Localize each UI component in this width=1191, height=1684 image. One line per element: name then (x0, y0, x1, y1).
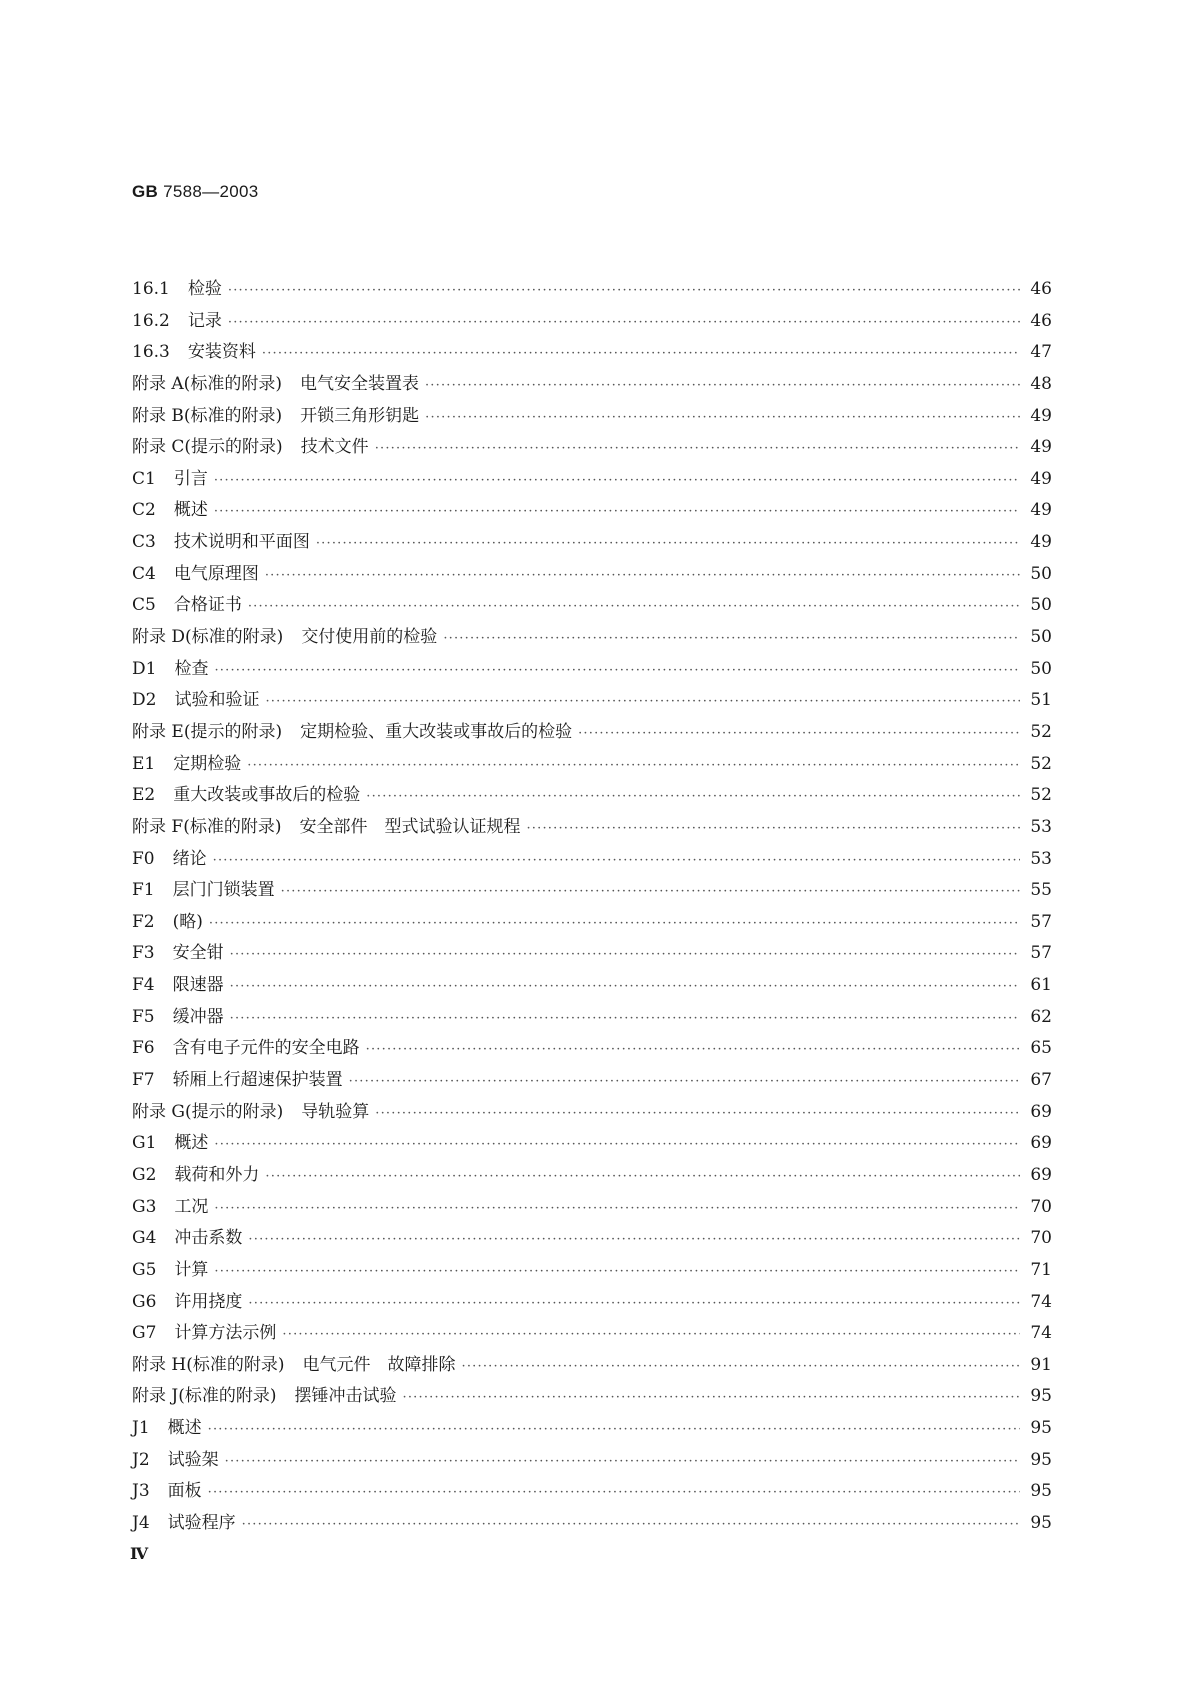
toc-entry-page: 95 (1030, 1418, 1052, 1439)
toc-dot-leader (349, 1074, 1020, 1089)
toc-entry-page: 74 (1030, 1323, 1052, 1344)
toc-entry-number: D2 (132, 690, 157, 711)
toc-entry-page: 69 (1030, 1101, 1052, 1122)
toc-entry-title: 绪论 (172, 848, 207, 869)
toc-entry-title: 试验和验证 (174, 690, 260, 711)
toc-dot-leader (282, 1327, 1020, 1342)
toc-entry-page: 74 (1030, 1291, 1052, 1312)
toc-entry-page: 91 (1030, 1354, 1052, 1375)
toc-entry-title: 含有电子元件的安全电路 (172, 1038, 360, 1059)
toc-entry-page: 67 (1030, 1070, 1052, 1091)
toc-dot-leader (366, 789, 1020, 804)
toc-entry[interactable] (132, 590, 1052, 622)
toc-entry-page: 52 (1030, 785, 1052, 806)
toc-entry-title: 检验 (187, 279, 222, 299)
document-header (132, 182, 258, 202)
toc-entry-title: 检查 (174, 658, 209, 679)
toc-entry-number: 16.2 (132, 310, 170, 331)
toc-dot-leader (262, 346, 1020, 361)
toc-entry-page: 50 (1030, 627, 1052, 648)
toc-entry-title: 导轨验算 (301, 1101, 370, 1122)
toc-entry-page: 69 (1030, 1164, 1052, 1185)
toc-entry-page: 70 (1030, 1228, 1052, 1249)
toc-entry-title: 计算方法示例 (174, 1323, 277, 1344)
toc-entry[interactable] (132, 369, 1052, 401)
toc-entry-title: 电气元件 故障排除 (302, 1354, 456, 1375)
toc-entry-title: 工况 (174, 1196, 209, 1217)
toc-entry-page: 95 (1030, 1481, 1052, 1502)
toc-entry[interactable] (132, 464, 1052, 496)
toc-entry-title: 冲击系数 (174, 1228, 243, 1249)
toc-entry-title: 许用挠度 (174, 1291, 243, 1312)
toc-entry-page: 53 (1030, 848, 1052, 869)
toc-entry-page: 52 (1030, 721, 1052, 742)
toc-entry-title: 引言 (173, 468, 208, 489)
toc-entry[interactable] (132, 844, 1052, 876)
toc-dot-leader (214, 663, 1020, 678)
toc-entry-page: 49 (1030, 468, 1052, 489)
toc-dot-leader (375, 441, 1020, 456)
toc-entry-page: 50 (1030, 658, 1052, 679)
toc-entry-number: 附录 D(标准的附录) (132, 627, 284, 648)
toc-entry-title: 缓冲器 (172, 1006, 224, 1027)
toc-entry[interactable] (132, 685, 1052, 717)
toc-entry-page: 49 (1030, 437, 1052, 458)
toc-dot-leader (526, 821, 1020, 836)
toc-dot-leader (213, 853, 1020, 868)
toc-entry-number: J3 (132, 1481, 150, 1502)
toc-entry-title: 试验程序 (167, 1512, 236, 1533)
toc-dot-leader (248, 1232, 1020, 1247)
toc-entry-number: G5 (132, 1259, 157, 1280)
toc-entry-page: 47 (1030, 342, 1052, 363)
toc-entry[interactable] (132, 1350, 1052, 1382)
toc-entry-number: F5 (132, 1006, 155, 1027)
toc-dot-leader (443, 631, 1020, 646)
toc-entry-page: 95 (1030, 1512, 1052, 1533)
toc-entry-title: 试验架 (167, 1449, 219, 1470)
toc-entry-page: 48 (1030, 373, 1052, 394)
toc-entry[interactable] (132, 1002, 1052, 1034)
toc-entry-title: 定期检验 (173, 753, 242, 774)
toc-dot-leader (402, 1390, 1020, 1405)
toc-entry-title: 记录 (187, 310, 222, 331)
toc-entry-title: 摆锤冲击试验 (294, 1386, 397, 1407)
toc-entry-number: C2 (132, 500, 156, 521)
toc-dot-leader (230, 979, 1020, 994)
toc-entry-title: 安全部件 型式试验认证规程 (299, 816, 521, 837)
toc-entry[interactable] (132, 1381, 1052, 1413)
toc-entry-page: 55 (1030, 880, 1052, 901)
toc-dot-leader (214, 504, 1020, 519)
page-number: Ⅳ (130, 1546, 149, 1563)
toc-entry-number: G3 (132, 1196, 157, 1217)
toc-dot-leader (230, 947, 1020, 962)
toc-dot-leader (228, 315, 1020, 330)
toc-entry-page: 57 (1030, 943, 1052, 964)
toc-dot-leader (230, 1011, 1020, 1026)
standard-number: 7588—2003 (163, 182, 259, 201)
toc-entry[interactable] (132, 1223, 1052, 1255)
toc-entry-page: 62 (1030, 1006, 1052, 1027)
toc-entry-number: 附录 C(提示的附录) (132, 437, 283, 458)
toc-entry[interactable] (132, 1160, 1052, 1192)
toc-dot-leader (265, 568, 1020, 583)
toc-entry-page: 51 (1030, 690, 1052, 711)
toc-entry-page: 70 (1030, 1196, 1052, 1217)
toc-entry-title: 定期检验、重大改装或事故后的检验 (300, 721, 573, 742)
toc-entry[interactable] (132, 938, 1052, 970)
toc-entry-page: 50 (1030, 563, 1052, 584)
toc-dot-leader (228, 283, 1020, 298)
toc-entry[interactable] (132, 1128, 1052, 1160)
toc-entry-title: 安全钳 (172, 943, 224, 964)
toc-entry-number: G4 (132, 1228, 157, 1249)
toc-entry[interactable] (132, 401, 1052, 433)
toc-dot-leader (578, 726, 1020, 741)
toc-entry-page: 46 (1030, 279, 1052, 299)
toc-entry-number: 附录 A(标准的附录) (132, 373, 282, 394)
toc-dot-leader (425, 378, 1020, 393)
toc-dot-leader (214, 1264, 1020, 1279)
toc-entry-title: 面板 (167, 1481, 202, 1502)
toc-entry-number: 16.3 (132, 342, 170, 363)
toc-entry[interactable] (132, 622, 1052, 654)
toc-entry[interactable] (132, 1508, 1052, 1540)
toc-entry-title: 安装资料 (187, 342, 256, 363)
toc-entry-number: 16.1 (132, 279, 170, 299)
toc-entry[interactable] (132, 717, 1052, 749)
toc-entry[interactable] (132, 1445, 1052, 1477)
toc-dot-leader (214, 1137, 1020, 1152)
toc-entry-title: 电气原理图 (173, 563, 259, 584)
toc-dot-leader (208, 1485, 1020, 1500)
toc-dot-leader (425, 410, 1020, 425)
toc-entry[interactable] (132, 780, 1052, 812)
toc-entry[interactable] (132, 1413, 1052, 1445)
toc-entry-page: 57 (1030, 911, 1052, 932)
toc-entry[interactable] (132, 274, 1052, 306)
toc-entry[interactable] (132, 559, 1052, 591)
toc-entry-number: F4 (132, 975, 155, 996)
toc-entry-page: 95 (1030, 1386, 1052, 1407)
toc-dot-leader (242, 1517, 1020, 1532)
toc-entry-title: 轿厢上行超速保护装置 (172, 1070, 343, 1091)
toc-entry-number: 附录 H(标准的附录) (132, 1354, 285, 1375)
toc-entry-number: C3 (132, 532, 156, 553)
toc-entry-title: 技术文件 (300, 437, 369, 458)
toc-entry-page: 95 (1030, 1449, 1052, 1470)
toc-entry-page: 71 (1030, 1259, 1052, 1280)
toc-entry-page: 46 (1030, 310, 1052, 331)
toc-entry[interactable] (132, 527, 1052, 559)
toc-entry-number: F1 (132, 880, 155, 901)
toc-entry-number: F0 (132, 848, 155, 869)
toc-dot-leader (209, 916, 1020, 931)
toc-entry-number: G7 (132, 1323, 157, 1344)
toc-entry-page: 65 (1030, 1038, 1052, 1059)
toc-entry[interactable] (132, 1476, 1052, 1508)
toc-entry-title: 概述 (167, 1418, 202, 1439)
toc-entry-number: J2 (132, 1449, 150, 1470)
toc-entry[interactable] (132, 1097, 1052, 1129)
toc-entry[interactable] (132, 812, 1052, 844)
toc-entry-page: 69 (1030, 1133, 1052, 1154)
toc-entry-title: (略) (172, 911, 203, 932)
toc-entry-number: E1 (132, 753, 156, 774)
toc-entry[interactable] (132, 1192, 1052, 1224)
toc-entry-title: 合格证书 (173, 595, 242, 616)
toc-entry-title: 概述 (173, 500, 208, 521)
toc-entry-number: 附录 G(提示的附录) (132, 1101, 284, 1122)
toc-entry-page: 49 (1030, 500, 1052, 521)
toc-entry-number: 附录 F(标准的附录) (132, 816, 282, 837)
toc-dot-leader (247, 758, 1020, 773)
standard-prefix: GB (132, 182, 159, 201)
toc-entry-page: 61 (1030, 975, 1052, 996)
toc-dot-leader (225, 1454, 1020, 1469)
toc-entry-number: G2 (132, 1164, 157, 1185)
toc-dot-leader (265, 1169, 1020, 1184)
toc-entry-title: 层门门锁装置 (172, 880, 275, 901)
toc-entry[interactable] (132, 432, 1052, 464)
toc-entry-number: F6 (132, 1038, 155, 1059)
toc-entry-number: G1 (132, 1133, 157, 1154)
toc-entry[interactable] (132, 970, 1052, 1002)
toc-entry[interactable] (132, 1033, 1052, 1065)
toc-dot-leader (214, 473, 1020, 488)
toc-dot-leader (366, 1042, 1020, 1057)
toc-entry-number: C4 (132, 563, 156, 584)
toc-entry-page: 49 (1030, 405, 1052, 426)
toc-dot-leader (248, 599, 1020, 614)
toc-entry-number: J1 (132, 1418, 150, 1439)
toc-entry-title: 重大改装或事故后的检验 (173, 785, 361, 806)
toc-entry-number: C1 (132, 468, 156, 489)
toc-entry[interactable] (132, 1065, 1052, 1097)
toc-entry-title: 电气安全装置表 (299, 373, 419, 394)
toc-dot-leader (208, 1422, 1020, 1437)
toc-entry-number: J4 (132, 1512, 150, 1533)
toc-entry-number: F7 (132, 1070, 155, 1091)
toc-entry-number: G6 (132, 1291, 157, 1312)
toc-entry-title: 限速器 (172, 975, 224, 996)
toc-entry-title: 交付使用前的检验 (301, 627, 438, 648)
toc-entry-number: F2 (132, 911, 155, 932)
toc-entry[interactable] (132, 907, 1052, 939)
toc-entry-page: 50 (1030, 595, 1052, 616)
toc-dot-leader (248, 1296, 1020, 1311)
toc-entry[interactable] (132, 1287, 1052, 1319)
toc-entry[interactable] (132, 749, 1052, 781)
toc-entry[interactable] (132, 1255, 1052, 1287)
toc-dot-leader (462, 1359, 1021, 1374)
toc-entry-title: 计算 (174, 1259, 209, 1280)
toc-dot-leader (214, 1201, 1020, 1216)
table-of-contents (132, 274, 1052, 1540)
toc-entry[interactable] (132, 495, 1052, 527)
toc-entry-number: F3 (132, 943, 155, 964)
toc-entry[interactable] (132, 654, 1052, 686)
toc-entry-page: 53 (1030, 816, 1052, 837)
toc-entry-number: 附录 J(标准的附录) (132, 1386, 277, 1407)
toc-entry-page: 52 (1030, 753, 1052, 774)
toc-dot-leader (375, 1106, 1020, 1121)
toc-dot-leader (316, 536, 1020, 551)
toc-entry[interactable] (132, 875, 1052, 907)
toc-entry-title: 载荷和外力 (174, 1164, 260, 1185)
toc-entry-title: 开锁三角形钥匙 (300, 405, 420, 426)
toc-dot-leader (265, 694, 1020, 709)
toc-entry-number: E2 (132, 785, 156, 806)
toc-dot-leader (281, 884, 1020, 899)
toc-entry-number: 附录 E(提示的附录) (132, 721, 283, 742)
toc-entry-page: 49 (1030, 532, 1052, 553)
toc-entry[interactable] (132, 337, 1052, 369)
toc-entry-number: C5 (132, 595, 156, 616)
toc-entry[interactable] (132, 306, 1052, 338)
toc-entry-title: 概述 (174, 1133, 209, 1154)
toc-entry-title: 技术说明和平面图 (173, 532, 310, 553)
toc-entry-number: 附录 B(标准的附录) (132, 405, 283, 426)
toc-entry[interactable] (132, 1318, 1052, 1350)
toc-entry-number: D1 (132, 658, 157, 679)
